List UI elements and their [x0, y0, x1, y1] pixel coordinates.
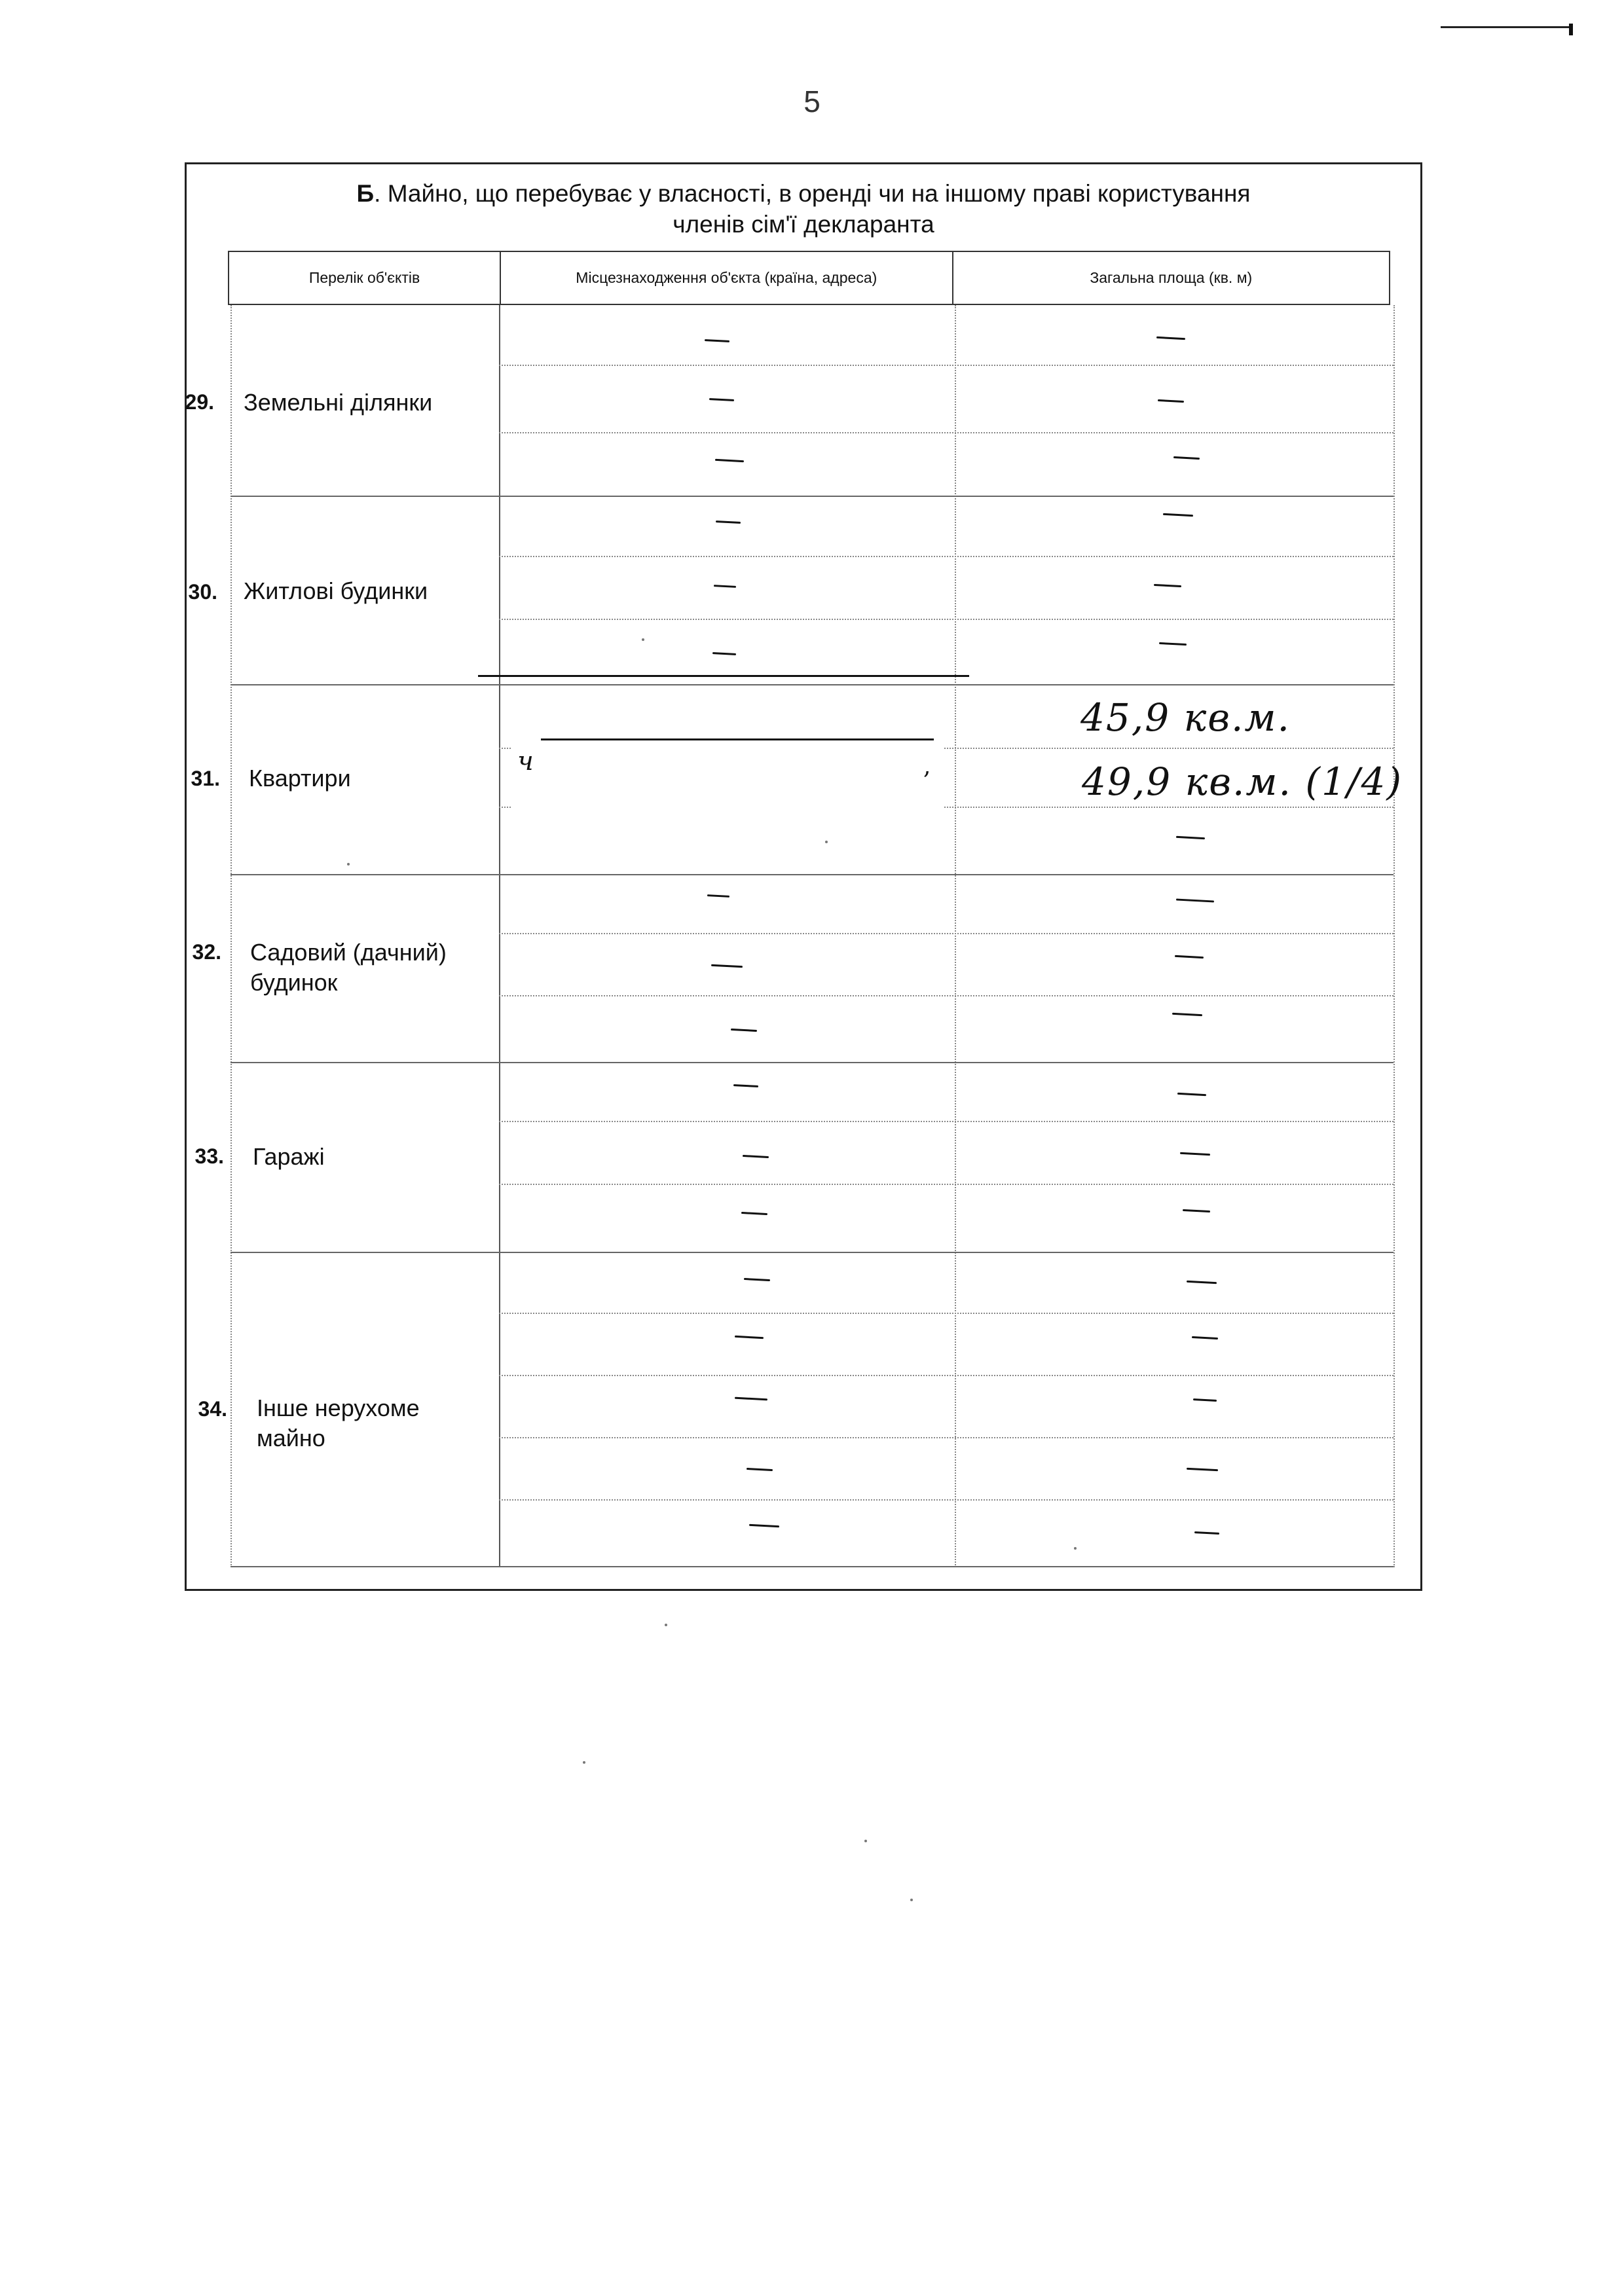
- subrow-line: [499, 432, 1393, 433]
- scan-speck: [642, 638, 644, 641]
- scan-speck: [910, 1899, 913, 1901]
- table-header: [228, 251, 1390, 305]
- page-number: 5: [803, 84, 821, 118]
- subrow-line: [499, 365, 1393, 366]
- subrow-line: [499, 556, 1393, 557]
- subrow-line: [499, 1375, 1393, 1376]
- row-number: 33.: [194, 1144, 224, 1168]
- row-number: 32.: [192, 940, 221, 964]
- subrow-line: [499, 1499, 1393, 1501]
- table-bottom: [231, 1566, 1393, 1567]
- subrow-line: [499, 619, 1393, 620]
- scan-speck: [665, 1624, 667, 1626]
- row-number: 34.: [198, 1397, 227, 1421]
- handwritten-area-2: 49,9 кв.м. (1/4): [1082, 759, 1403, 804]
- handwritten-strike: [541, 738, 934, 740]
- top-edge-tick: [1569, 24, 1573, 35]
- row-number: 31.: [191, 767, 220, 790]
- handwritten-fragment: ч: [517, 746, 534, 776]
- row-label: Інше нерухоме майно: [257, 1394, 420, 1451]
- group-separator: [231, 1252, 1393, 1253]
- group-separator: [231, 496, 1393, 497]
- header-area: Загальна площа (кв. м): [1090, 269, 1253, 286]
- grid-col-divider-2: [955, 305, 956, 1567]
- handwritten-strike: [478, 675, 969, 677]
- header-location: Місцезнаходження об'єкта (країна, адреса): [501, 252, 953, 304]
- subrow-line: [499, 1184, 1393, 1185]
- row-label: Гаражі: [253, 1143, 325, 1170]
- row-number: 29.: [185, 390, 214, 414]
- section-title-rest: . Майно, що перебуває у власності, в оренді чи на іншому праві користування: [374, 180, 1251, 207]
- subrow-line: [499, 1313, 1393, 1314]
- top-edge-line: [1441, 26, 1572, 28]
- row-label: Земельні ділянки: [244, 389, 433, 416]
- grid-col-divider-1: [499, 305, 500, 1567]
- section-title-line2: членів сім'ї декларанта: [673, 211, 934, 238]
- scan-speck: [864, 1840, 867, 1842]
- scan-speck: [583, 1761, 585, 1764]
- section-frame: [185, 162, 1422, 1591]
- scan-speck: [825, 841, 828, 843]
- grid-right-edge: [1393, 305, 1395, 1567]
- row-label: Садовий (дачний) будинок: [250, 939, 447, 996]
- section-letter: Б: [356, 180, 375, 207]
- group-separator: [231, 684, 1393, 685]
- handwritten-fragment: ,: [923, 753, 931, 780]
- handwritten-area-1: 45,9 кв.м.: [1080, 695, 1291, 740]
- header-objects: Перелік об'єктів: [229, 252, 501, 304]
- group-separator: [231, 1062, 1393, 1063]
- scan-speck: [1074, 1547, 1077, 1550]
- redacted-address: [511, 746, 943, 871]
- grid-left-edge: [231, 305, 232, 1567]
- subrow-line: [499, 1121, 1393, 1122]
- row-number: 30.: [188, 580, 217, 604]
- subrow-line: [499, 995, 1393, 996]
- scan-speck: [347, 863, 350, 866]
- row-label: Квартири: [249, 765, 351, 792]
- section-title: [185, 178, 1422, 240]
- row-label: Житлові будинки: [244, 577, 428, 604]
- subrow-line: [499, 933, 1393, 934]
- group-separator: [231, 874, 1393, 875]
- subrow-line: [499, 1437, 1393, 1438]
